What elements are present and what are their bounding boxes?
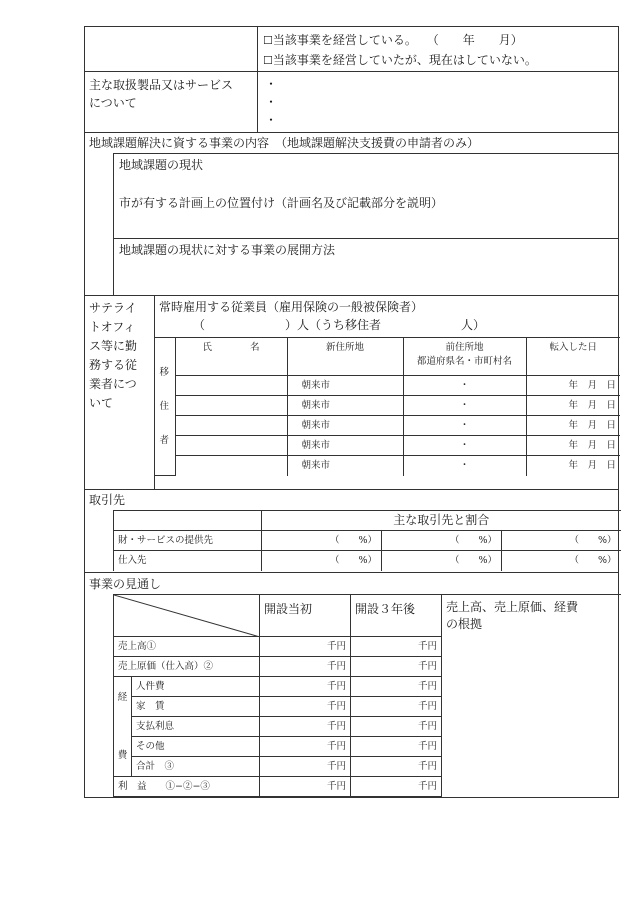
name-cell[interactable]: [175, 376, 287, 396]
satellite-label: サテライ: [89, 301, 137, 315]
divider: [257, 72, 258, 133]
outlook-title: 事業の見通し: [89, 577, 162, 591]
diagonal-line: [114, 595, 260, 637]
satellite-section: [84, 296, 619, 490]
amount-cell[interactable]: 千円: [351, 657, 442, 677]
satellite-label: トオフィ: [89, 320, 136, 334]
migrant-char: 住: [159, 400, 169, 412]
satellite-label: 業者につ: [89, 377, 137, 391]
outlook-table-wrap: [113, 594, 620, 797]
amount-cell[interactable]: 千円: [351, 737, 442, 757]
count-open: （: [193, 318, 206, 332]
clients-title: 取引先: [89, 493, 126, 507]
clients-section: [84, 490, 619, 573]
prev-address-title: 前住所地: [445, 342, 484, 353]
client-ratio-cell[interactable]: （ %）: [382, 551, 502, 571]
amount-cell[interactable]: 千円: [351, 677, 442, 697]
checkbox-icon[interactable]: ☐: [263, 34, 273, 47]
expense-char: 費: [117, 749, 128, 761]
date-cell[interactable]: 年 月 日: [526, 436, 620, 456]
products-label: 主な取扱製品又はサービス: [89, 78, 234, 92]
amount-cell[interactable]: 千円: [260, 757, 351, 777]
name-cell[interactable]: [175, 416, 287, 436]
date-cell[interactable]: 年 月 日: [526, 396, 620, 416]
client-ratio-cell[interactable]: （ %）: [262, 551, 382, 571]
date-cell[interactable]: 年 月 日: [526, 376, 620, 396]
clients-table: [113, 510, 621, 571]
name-cell[interactable]: [175, 396, 287, 416]
client-ratio-cell[interactable]: （ %）: [502, 551, 621, 571]
satellite-label: 務する従: [89, 358, 138, 372]
checkbox-icon[interactable]: ☐: [263, 54, 273, 67]
col-prev-address: [403, 338, 526, 376]
clients-corner: [114, 511, 262, 531]
employees-line: 常時雇用する従業員（雇用保険の一般被保険者）: [159, 300, 424, 314]
prev-address-cell[interactable]: ・: [403, 456, 526, 476]
city-cell: 朝来市: [287, 436, 403, 456]
product-bullet[interactable]: ・: [265, 113, 278, 127]
client-ratio-cell[interactable]: （ %）: [502, 531, 621, 551]
name-cell[interactable]: [175, 436, 287, 456]
products-section: [84, 72, 619, 133]
expense-total-label: 合計 ③: [132, 757, 260, 777]
clients-table-wrap: [113, 510, 620, 571]
employee-count-field[interactable]: ）人（うち移住者: [285, 318, 382, 332]
name-cell[interactable]: [175, 456, 287, 476]
expense-label: 人件費: [132, 677, 260, 697]
amount-cell[interactable]: 千円: [260, 737, 351, 757]
product-bullet[interactable]: ・: [265, 77, 278, 91]
product-bullet[interactable]: ・: [265, 95, 278, 109]
col-three-years: 開設３年後: [351, 595, 442, 637]
amount-cell[interactable]: 千円: [260, 697, 351, 717]
outlook-corner: [114, 595, 260, 637]
migrant-label-cell: [154, 338, 175, 476]
sales-label: 売上高①: [114, 637, 260, 657]
rule: [113, 153, 618, 154]
date-cell[interactable]: 年 月 日: [526, 456, 620, 476]
city-cell: 朝来市: [287, 396, 403, 416]
client-label: 仕入先: [114, 551, 262, 571]
migrant-table: [154, 337, 620, 476]
amount-cell[interactable]: 千円: [351, 757, 442, 777]
amount-cell[interactable]: 千円: [351, 697, 442, 717]
satellite-label: ス等に勤: [89, 339, 138, 353]
regional-deployment: 地域課題の現状に対する事業の展開方法: [119, 243, 336, 257]
prev-address-cell[interactable]: ・: [403, 436, 526, 456]
amount-cell[interactable]: 千円: [260, 657, 351, 677]
business-status-section: [84, 26, 619, 72]
outlook-section: [84, 573, 619, 798]
amount-cell[interactable]: 千円: [351, 717, 442, 737]
expense-char: 経: [117, 691, 128, 703]
cost-label: 売上原価（仕入高）②: [114, 657, 260, 677]
basis-cell[interactable]: [442, 595, 621, 797]
profit-label: 利 益 ①−②−③: [114, 777, 260, 797]
expense-label: その他: [132, 737, 260, 757]
prev-address-cell[interactable]: ・: [403, 416, 526, 436]
prev-address-cell[interactable]: ・: [403, 396, 526, 416]
regional-header: 地域課題解決に資する事業の内容 （地域課題解決支援費の申請者のみ）: [89, 136, 480, 150]
prev-address-sub: 都道府県名・市町村名: [416, 356, 512, 367]
rule: [113, 153, 114, 296]
client-ratio-cell[interactable]: （ %）: [382, 531, 502, 551]
prev-address-cell[interactable]: ・: [403, 376, 526, 396]
option-past[interactable]: ☐当該事業を経営していたが、現在はしていない。: [263, 53, 537, 67]
date-cell[interactable]: 年 月 日: [526, 416, 620, 436]
col-open: 開設当初: [260, 595, 351, 637]
outlook-table: [113, 594, 621, 797]
col-name: 氏 名: [175, 338, 287, 376]
basis-label: 売上高、売上原価、経費: [446, 600, 579, 614]
expense-label: 家 賃: [132, 697, 260, 717]
client-label: 財・サービスの提供先: [114, 531, 262, 551]
divider: [257, 27, 258, 73]
year-month-field[interactable]: （ 年 月）: [426, 33, 523, 47]
products-label-2: について: [89, 96, 137, 110]
option-running[interactable]: ☐当該事業を経営している。 （ 年 月）: [263, 33, 523, 47]
migrant-char: 者: [159, 434, 169, 446]
amount-cell[interactable]: 千円: [260, 717, 351, 737]
satellite-label: いて: [89, 396, 114, 410]
client-ratio-cell[interactable]: （ %）: [262, 531, 382, 551]
expenses-label: [114, 677, 132, 777]
regional-city-plan: 市が有する計画上の位置付け（計画名及び記載部分を説明）: [119, 196, 444, 210]
amount-cell[interactable]: 千円: [260, 677, 351, 697]
basis-label-2: の根拠: [446, 617, 483, 631]
migrant-char: 移: [159, 366, 169, 378]
city-cell: 朝来市: [287, 376, 403, 396]
regional-section: [84, 133, 619, 296]
clients-header: 主な取引先と割合: [262, 511, 621, 531]
col-new-address: 新住所地: [287, 338, 403, 376]
application-form: [84, 26, 619, 798]
amount-cell[interactable]: 千円: [260, 637, 351, 657]
rule: [113, 238, 618, 239]
amount-cell[interactable]: 千円: [351, 637, 442, 657]
city-cell: 朝来市: [287, 456, 403, 476]
regional-current-state: 地域課題の現状: [119, 158, 204, 172]
city-cell: 朝来市: [287, 416, 403, 436]
amount-cell[interactable]: 千円: [351, 777, 442, 797]
col-move-in-date: 転入した日: [526, 338, 620, 376]
migrant-table-wrap: [154, 337, 620, 476]
migrant-count-field[interactable]: 人）: [461, 318, 486, 332]
expense-label: 支払利息: [132, 717, 260, 737]
amount-cell[interactable]: 千円: [260, 777, 351, 797]
